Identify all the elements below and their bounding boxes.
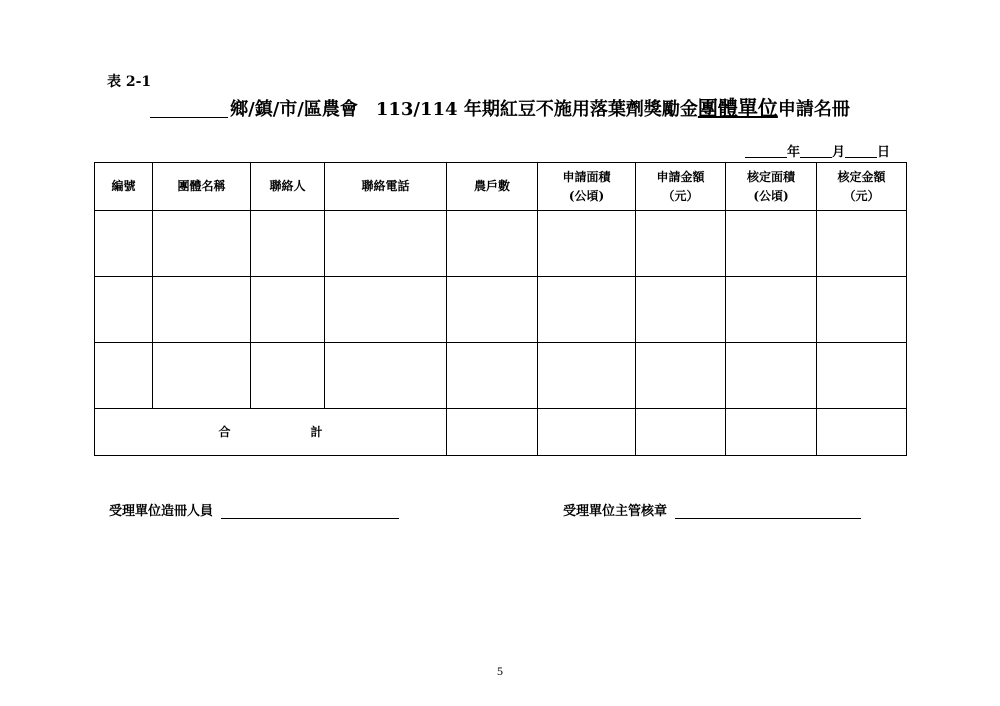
table-cell[interactable] [95, 211, 153, 277]
supervisor-label: 受理單位主管核章 [563, 504, 668, 519]
table-cell[interactable] [325, 343, 447, 409]
year-label: 年 [786, 145, 800, 160]
supervisor-signature-line[interactable] [675, 504, 861, 519]
table-row [95, 211, 907, 277]
year-blank[interactable] [745, 145, 787, 158]
total-cell[interactable] [817, 409, 907, 456]
table-cell[interactable] [95, 277, 153, 343]
total-label-cell [95, 409, 447, 456]
day-blank[interactable] [845, 145, 877, 158]
table-label: 表 2-1 [107, 74, 152, 90]
table-cell[interactable] [817, 343, 907, 409]
total-cell[interactable] [538, 409, 636, 456]
document-title [0, 92, 1000, 121]
col-header-phone: 聯絡電話 [325, 163, 447, 211]
table-cell[interactable] [447, 343, 538, 409]
total-label-left: 合 [218, 424, 231, 439]
table-cell[interactable] [636, 277, 726, 343]
col-header-farm-households: 農戶數 [447, 163, 538, 211]
table-cell[interactable] [726, 211, 817, 277]
total-row [95, 409, 907, 456]
col-header-number: 編號 [95, 163, 153, 211]
signature-preparer [109, 500, 399, 519]
month-label: 月 [831, 145, 845, 160]
table-cell[interactable] [153, 343, 251, 409]
total-label-right: 計 [310, 424, 323, 439]
col-header-applied-amount: 申請金額 （元） [636, 163, 726, 211]
table-cell[interactable] [636, 211, 726, 277]
col-header-approved-amount: 核定金額 （元） [817, 163, 907, 211]
table-cell[interactable] [251, 211, 325, 277]
total-cell[interactable] [726, 409, 817, 456]
preparer-label: 受理單位造冊人員 [109, 504, 214, 519]
table-cell[interactable] [636, 343, 726, 409]
title-blank-line[interactable] [150, 99, 228, 118]
table-cell[interactable] [153, 277, 251, 343]
page-number: 5 [497, 664, 503, 678]
title-prefix: 鄉/鎮/市/區農會 113/114 年期紅豆不施用落葉劑獎勵金 [230, 99, 698, 120]
month-blank[interactable] [800, 145, 832, 158]
table-cell[interactable] [726, 343, 817, 409]
table-cell[interactable] [325, 277, 447, 343]
col-header-approved-area: 核定面積 (公頃) [726, 163, 817, 211]
total-cell[interactable] [636, 409, 726, 456]
table-cell[interactable] [251, 277, 325, 343]
col-header-group-name: 團體名稱 [153, 163, 251, 211]
col-header-applied-area: 申請面積 (公頃) [538, 163, 636, 211]
date-line [745, 141, 890, 160]
signature-supervisor [563, 500, 861, 519]
col-header-contact: 聯絡人 [251, 163, 325, 211]
table-row [95, 277, 907, 343]
table-cell[interactable] [447, 211, 538, 277]
table-cell[interactable] [153, 211, 251, 277]
title-underlined: 團體單位 [697, 96, 778, 120]
table-cell[interactable] [538, 211, 636, 277]
table-cell[interactable] [251, 343, 325, 409]
table-cell[interactable] [95, 343, 153, 409]
table-cell[interactable] [538, 343, 636, 409]
preparer-signature-line[interactable] [221, 504, 399, 519]
table-cell[interactable] [726, 277, 817, 343]
table-cell[interactable] [447, 277, 538, 343]
table-cell[interactable] [325, 211, 447, 277]
table-cell[interactable] [817, 277, 907, 343]
title-suffix: 申請名冊 [777, 99, 850, 120]
day-label: 日 [876, 145, 890, 160]
table-row [95, 343, 907, 409]
table-cell[interactable] [538, 277, 636, 343]
table-cell[interactable] [817, 211, 907, 277]
total-cell[interactable] [447, 409, 538, 456]
header-row [95, 163, 907, 211]
application-roster-table [94, 162, 907, 456]
